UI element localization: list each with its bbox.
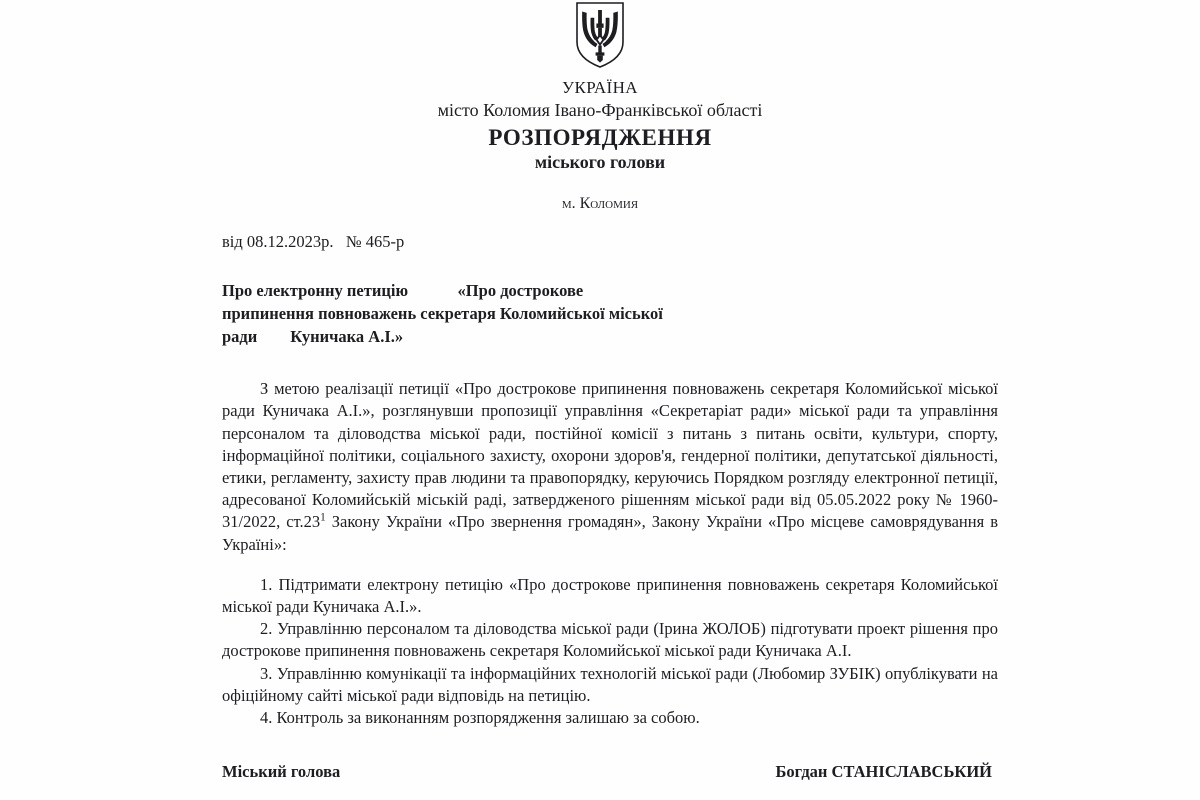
emblem-container (0, 2, 1200, 68)
signature-block (222, 762, 998, 782)
list-item: 4. Контроль за виконанням розпорядження залишаю за собою. (260, 707, 700, 727)
signature-position: Міський голова (222, 762, 341, 781)
preamble-paragraph (222, 378, 998, 556)
header-country: УКРАЇНА (562, 78, 638, 97)
document-title: Про електронну петицію «Про дострокове припинення повноважень секретаря Коломийської міської ради Куничака А.І.» (222, 281, 667, 346)
ukraine-trident-emblem-icon (575, 2, 625, 68)
preamble-tail-text: Закону України «Про звернення громадян», Закону України «Про місцеве самоврядування в Україні»: (222, 512, 998, 554)
list-item: 1. Підтримати електрону петицію «Про дострокове припинення повноважень секретаря Коломийської міської ради Куничака А.І.». (222, 574, 998, 616)
document-header (0, 78, 1200, 174)
header-document-type: РОЗПОРЯДЖЕННЯ (488, 125, 712, 151)
header-subtitle: міського голови (534, 152, 666, 173)
document-content (222, 232, 998, 729)
signature-name: Богдан СТАНІСЛАВСЬКИЙ (775, 762, 992, 781)
preamble-text: З метою реалізації петиції «Про дострокове припинення повноважень секретаря Коломийської міської ради Куничака А.І.», розглянувши пропозиції управління «Секретаріат ради» міської ради та управління персоналом та діловодства міської ради, постійної комісії з питань з питань освіти, культури, спорту, інформаційної політики, соціального захисту, охорони здоров'я, гендерної політики, депутатської діяльності, етики, регламенту, захисту прав людини та правопорядку, керуючись Порядком розгляду електронної петиції, адресованої Коломийській міській раді, затвердженого рішенням міської ради від 05.05.2022 року № 1960-31/2022, ст.23 (222, 379, 998, 532)
registration-line: від 08.12.2023р. № 465-р (222, 232, 405, 251)
list-item: 3. Управлінню комунікації та інформаційних технологій міської ради (Любомир ЗУБІК) опублікувати на офіційному сайті міської ради відповідь на петицію. (222, 663, 998, 705)
header-place: м. Коломия (561, 195, 639, 212)
list-item: 2. Управлінню персоналом та діловодства міської ради (Ірина ЖОЛОБ) підготувати проект рішення про дострокове припинення повноважень секретаря Коломийської міської ради Куничака А.І. (222, 619, 998, 661)
article-superscript: 1 (320, 511, 326, 524)
header-city-region: місто Коломия Івано-Франківської області (437, 100, 763, 121)
